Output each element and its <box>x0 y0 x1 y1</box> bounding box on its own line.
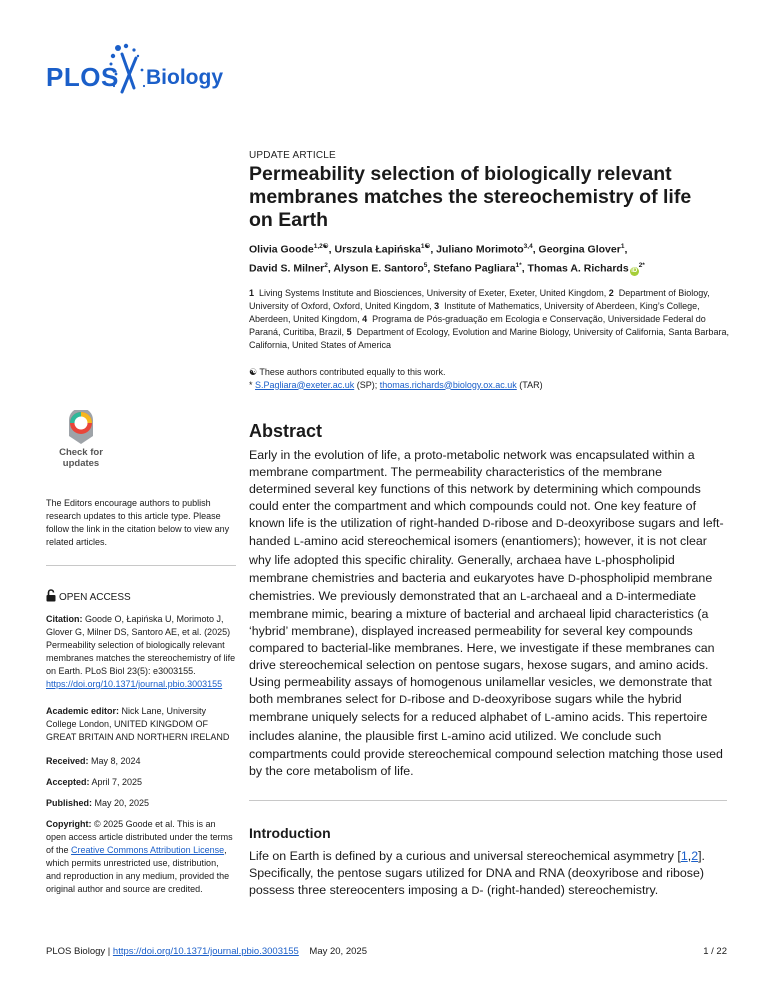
abstract-segment: -deoxyribose sugars and left-handed <box>249 516 724 549</box>
abstract-segment: -intermediate membrane mimic, bearing a mixture of bacterial and archaeal lipid characteristics (a ‘hybrid’ membrane), displayed increased permeability for several key compounds compared to bacterial-like membranes. Here, we investigate if these membranes can drive stereochemical selection on pentose sugars, hexose sugars, and amino acids. Using permeability assays of homogenous unilamellar vesicles, we demonstrate that both membranes select for <box>249 588 715 707</box>
affil-number: 2 <box>608 288 614 298</box>
editor-text: Nick Lane, University College London, UNITED KINGDOM OF GREAT BRITAIN AND NORTHERN IRELAND <box>46 706 230 742</box>
sidebar-intro: The Editors encourage authors to publish research updates to this article type. Please follow the link in the citation below to view any related articles. <box>46 498 230 547</box>
check-updates-icon <box>65 410 97 446</box>
open-access-text: OPEN ACCESS <box>59 592 131 603</box>
footer-separator: | <box>105 946 113 957</box>
affil-number: 1 <box>249 288 255 298</box>
author-affil: 1☯ <box>420 243 431 250</box>
abstract-segment: -deoxyribose sugars while the hybrid membrane uniquely selects for a reduced alphabet of <box>249 692 682 725</box>
stereo-prefix: D <box>567 572 576 585</box>
abstract-segment: -ribose and <box>407 692 473 707</box>
citation-label: Citation: <box>46 614 83 624</box>
received-label: Received: <box>46 756 89 766</box>
published-date <box>46 797 236 810</box>
affil-number: 3 <box>434 301 440 311</box>
author-affil: 5 <box>423 261 428 269</box>
email-suffix: (TAR) <box>516 379 543 390</box>
footer-date: May 20, 2025 <box>309 946 367 957</box>
logo-journal: Biology <box>146 66 223 89</box>
abstract-segment: -phospholipid membrane chemistries. We previously demonstrated that an <box>249 570 713 603</box>
copyright-block <box>46 818 236 896</box>
author-line-2: David S. Milner$^2$, Alyson E. Santoro$^5$, Stefano Pagliara$^{1*}$, Thomas A. Richards $iD^{2*}$ <box>249 261 645 274</box>
reference-link-1[interactable]: 1 <box>680 849 688 863</box>
author-affil: 2* <box>638 261 645 269</box>
affil-number: 5 <box>346 327 352 337</box>
stereo-prefix: L <box>441 730 448 743</box>
accepted-label: Accepted: <box>46 777 90 787</box>
accepted-value: April 7, 2025 <box>89 777 143 787</box>
open-access-label <box>46 589 131 603</box>
author-line-1: Olivia Goode$^{1,2☯}$, Urszula Łapińska$^{1☯}$, Juliano Morimoto$^{3,4}$, Georgina Glover$^1$, <box>249 243 628 256</box>
editor-label: Academic editor: <box>46 706 120 716</box>
cc-license-link[interactable]: Creative Commons Attribution License <box>71 845 225 855</box>
stereo-prefix: D <box>615 590 624 603</box>
academic-editor-block <box>46 705 236 744</box>
citation-doi-link[interactable]: https://doi.org/10.1371/journal.pbio.3003155 <box>46 679 223 689</box>
stereo-prefix: D <box>482 518 491 531</box>
published-value: May 20, 2025 <box>92 798 150 808</box>
affil-text: Institute of Mathematics, University of Aberdeen, King’s College, Aberdeen, United Kingdom, <box>249 301 700 324</box>
corresponding-authors <box>249 379 729 392</box>
author-name[interactable]: Olivia Goode <box>249 243 314 256</box>
abstract-segment: -ribose and <box>490 516 556 531</box>
citation-text: Goode O, Łapińska U, Morimoto J, Glover G, Milner DS, Santoro AE, et al. (2025) Permeability selection of biologically relevant membranes matches the stereochemistry of life on Earth. PLoS Biol 23(5): e3003155. <box>46 614 236 676</box>
received-value: May 8, 2024 <box>88 756 141 766</box>
intro-segment: - (right-handed) stereochemistry. <box>479 883 659 898</box>
stereo-prefix: D <box>555 518 564 531</box>
abstract-heading: Abstract <box>249 421 323 441</box>
sidebar-divider <box>46 565 236 566</box>
author-affil: 3,4 <box>523 243 533 250</box>
email-suffix: (SP); <box>354 379 380 390</box>
author-name[interactable]: Alyson E. Santoro <box>333 262 424 274</box>
abstract-segment: -amino acids. This repertoire includes alanine, the plausible first <box>249 710 708 743</box>
plos-biology-logo[interactable] <box>46 42 236 102</box>
article-title: Permeability selection of biologically relevant membranes matches the stereochemistry of life on Earth <box>249 163 692 231</box>
author-name[interactable]: Thomas A. Richards <box>527 262 629 274</box>
affil-text: Department of Biology, University of Oxford, Oxford, United Kingdom, <box>249 288 710 311</box>
introduction-text <box>249 848 727 900</box>
stereo-prefix: L <box>520 590 527 603</box>
check-updates-line1: Check for <box>59 447 103 458</box>
page-footer <box>46 946 727 957</box>
ref-separator: , <box>687 849 692 863</box>
author-name[interactable]: Georgina Glover <box>538 243 621 256</box>
copyright-text: © 2025 Goode et al. This is an open access article distributed under the terms of the <box>46 819 233 855</box>
intro-segment: Life on Earth is defined by a curious and universal stereochemical asymmetry [ <box>249 849 681 863</box>
logo-brand: PLOS <box>46 62 119 92</box>
page-number: 1 / 22 <box>703 946 727 957</box>
affiliations <box>249 287 729 352</box>
citation-block <box>46 613 236 691</box>
affil-text: Programa de Pós-graduação em Ecologia e Conservação, Universidade Federal do Paraná, Curitiba, Brazil, <box>249 314 706 337</box>
published-label: Published: <box>46 798 93 808</box>
abstract-segment: -amino acid stereochemical isomers (enantiomers); however, it is not clear why life adopted this specific chirality. Generally, archaea have <box>249 534 707 567</box>
author-affil: 2 <box>324 261 328 269</box>
abstract-segment: -phospholipid membrane chemistries and bacteria and eukaryotes have <box>249 552 675 585</box>
author-name[interactable]: Urszula Łapińska <box>334 243 421 256</box>
footer-citation <box>46 946 367 957</box>
abstract-text <box>249 447 727 780</box>
abstract-segment: Early in the evolution of life, a proto-metabolic network was encapsulated within a membrane compartment. The permeability characteristics of the membrane determined several key functions of this network by determining which compounds could enter the compartment and which compounds could not. One key feature of known life is the utilization of right-handed <box>249 448 701 531</box>
footer-journal: PLOS Biology <box>46 946 106 957</box>
introduction-heading: Introduction <box>249 825 331 841</box>
check-for-updates-badge[interactable] <box>53 410 109 473</box>
footer-doi-link[interactable]: https://doi.org/10.1371/journal.pbio.3003155 <box>112 946 299 957</box>
reference-link-2[interactable]: 2 <box>691 849 699 863</box>
author-name[interactable]: Juliano Morimoto <box>436 243 524 256</box>
author-list <box>249 239 729 276</box>
stereo-prefix: D <box>399 694 408 707</box>
author-affil: 1 <box>620 243 625 250</box>
affil-number: 4 <box>362 314 368 324</box>
abstract-segment: -amino acid utilized. We conclude such compartments could provide stereochemical compound selection matching those used by the core metabolism of life. <box>249 728 723 778</box>
intro-segment: ]. Specifically, the pentose sugars utilized for DNA and RNA (deoxyribose and ribose) possess three stereocenters imposing a <box>249 849 705 898</box>
author-name[interactable]: Stefano Pagliara <box>433 262 516 274</box>
abstract-segment: -archaeal and a <box>526 588 616 603</box>
check-updates-line2: updates <box>62 458 100 469</box>
article-type: UPDATE ARTICLE <box>249 150 336 161</box>
stereo-prefix: D <box>471 885 480 898</box>
stereo-prefix: L <box>293 536 300 549</box>
affil-text: Department of Ecology, Evolution and Marine Biology, University of California, Santa Barbara, California, United States of America <box>249 327 729 350</box>
copyright-text: , which permits unrestricted use, distribution, and reproduction in any medium, provided the original author and source are credited. <box>46 845 230 894</box>
open-lock-icon <box>46 589 56 602</box>
received-date <box>46 755 236 768</box>
stereo-prefix: L <box>544 712 551 725</box>
author-affil: 1* <box>515 261 522 269</box>
corresponding-star: * <box>249 379 253 390</box>
check-updates-label <box>53 447 109 469</box>
stereo-prefix: L <box>594 554 602 567</box>
email-link-richards[interactable]: thomas.richards@biology.ox.ac.uk <box>379 379 517 390</box>
accepted-date <box>46 776 236 789</box>
author-name[interactable]: David S. Milner <box>249 262 325 274</box>
copyright-label: Copyright: <box>46 819 92 829</box>
author-notes <box>249 366 729 391</box>
equal-contribution-note: ☯ These authors contributed equally to this work. <box>249 367 446 377</box>
author-affil: 1,2☯ <box>313 243 329 250</box>
abstract-divider <box>249 800 727 801</box>
stereo-prefix: D <box>472 694 481 707</box>
email-link-pagliara[interactable]: S.Pagliara@exeter.ac.uk <box>255 379 355 390</box>
affil-text: Living Systems Institute and Biosciences, University of Exeter, Exeter, United Kingdom, <box>259 288 607 298</box>
orcid-icon[interactable]: iD <box>631 268 638 274</box>
